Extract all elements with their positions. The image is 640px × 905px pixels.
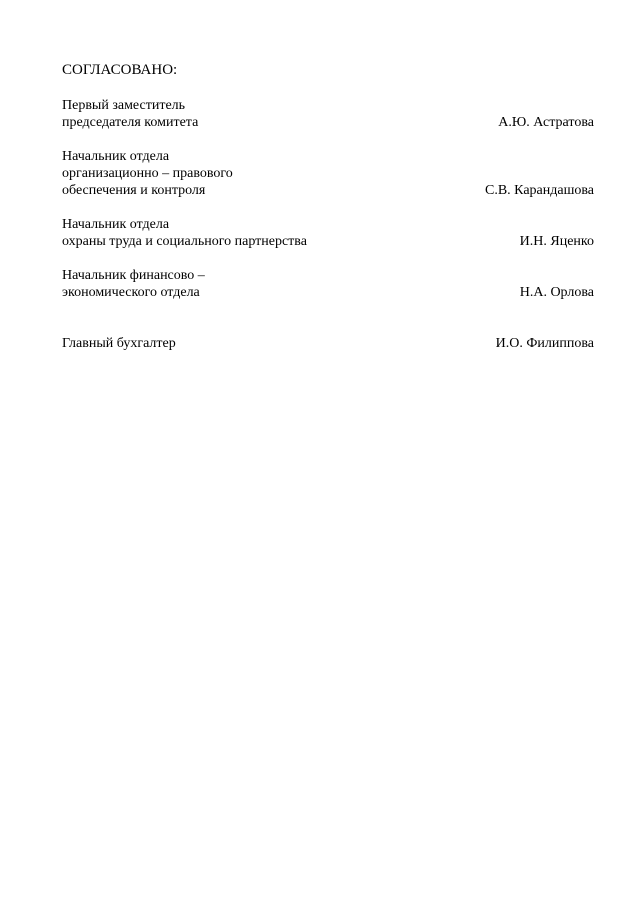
signatory-position xyxy=(62,97,198,131)
signatory-name: Н.А. Орлова xyxy=(519,285,594,300)
position-line: Начальник отдела xyxy=(62,149,170,164)
signatory-block xyxy=(62,216,594,250)
position-line: председателя комитета xyxy=(62,115,199,130)
position-line: охраны труда и социального партнерства xyxy=(62,234,307,249)
signatory-name: И.Н. Яценко xyxy=(519,234,594,249)
position-line: Главный бухгалтер xyxy=(62,336,176,351)
signatory-position xyxy=(62,148,233,199)
signatory-block xyxy=(62,148,594,199)
signatory-name: И.О. Филиппова xyxy=(495,336,594,351)
signatory-position xyxy=(62,267,205,301)
position-line: экономического отдела xyxy=(62,285,200,300)
signatory-position xyxy=(62,335,176,352)
approval-heading: СОГЛАСОВАНО: xyxy=(62,62,178,78)
position-line: Первый заместитель xyxy=(62,98,186,113)
signatory-name: А.Ю. Астратова xyxy=(498,115,594,130)
approval-sheet xyxy=(62,62,594,352)
position-line: обеспечения и контроля xyxy=(62,183,206,198)
signatory-name: С.В. Карандашова xyxy=(484,183,594,198)
position-line: Начальник финансово – xyxy=(62,268,205,283)
signatory-position xyxy=(62,216,307,250)
signatory-block xyxy=(62,335,594,352)
signatory-block xyxy=(62,97,594,131)
signatory-block xyxy=(62,267,594,301)
position-line: организационно – правового xyxy=(62,166,233,181)
position-line: Начальник отдела xyxy=(62,217,170,232)
